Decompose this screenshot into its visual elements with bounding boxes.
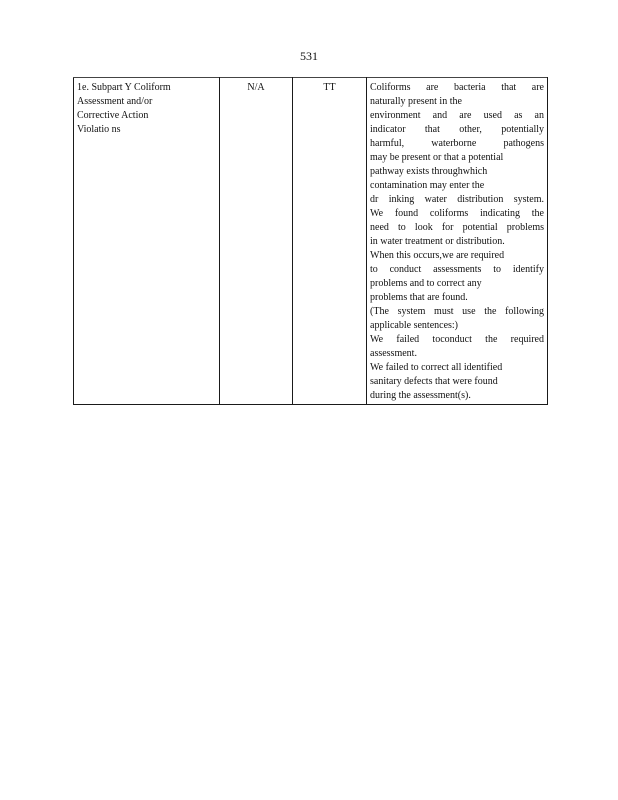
health-effects-cell (367, 78, 548, 405)
health-effects-line: harmful, waterborne pathogens (370, 138, 544, 149)
health-effects-line: dr inking water distribution system. (370, 194, 544, 205)
health-effects-line: during the assessment(s). (370, 390, 471, 401)
health-effects-line: applicable sentences:) (370, 320, 459, 331)
health-effects-text (370, 81, 544, 403)
mcl-cell (220, 78, 293, 405)
health-effects-line: may be present or that a potential (370, 152, 504, 163)
health-effects-line: When this occurs,we are required (370, 250, 505, 261)
health-effects-line: indicator that other, potentially (370, 124, 544, 135)
mcl-value: N/A (247, 82, 265, 93)
health-effects-line: (The system must use the following (370, 306, 544, 317)
health-effects-line: problems that are found. (370, 292, 468, 303)
violation-table (73, 77, 548, 405)
health-effects-line: We failed toconduct the required (370, 334, 544, 345)
violation-type-text: 1e. Subpart Y Coliform Assessment and/or Corrective Action Violatio ns (77, 82, 171, 135)
table-row (74, 78, 548, 405)
health-effects-line: naturally present in the (370, 96, 462, 107)
health-effects-line: Coliforms are bacteria that are (370, 82, 544, 93)
health-effects-line: sanitary defects that were found (370, 376, 498, 387)
health-effects-line: assessment. (370, 348, 417, 359)
health-effects-line: to conduct assessments to identify (370, 264, 544, 275)
health-effects-line: environment and are used as an (370, 110, 544, 121)
treatment-technique-value: TT (323, 82, 336, 93)
health-effects-line: We found coliforms indicating the (370, 208, 544, 219)
health-effects-line: need to look for potential problems (370, 222, 544, 233)
health-effects-line: contamination may enter the (370, 180, 485, 191)
violation-type-cell (74, 78, 220, 405)
treatment-technique-cell (293, 78, 367, 405)
health-effects-line: We failed to correct all identified (370, 362, 503, 373)
health-effects-line: pathway exists throughwhich (370, 166, 488, 177)
health-effects-line: in water treatment or distribution. (370, 236, 505, 247)
page-number: 531 (300, 49, 318, 63)
health-effects-line: problems and to correct any (370, 278, 482, 289)
